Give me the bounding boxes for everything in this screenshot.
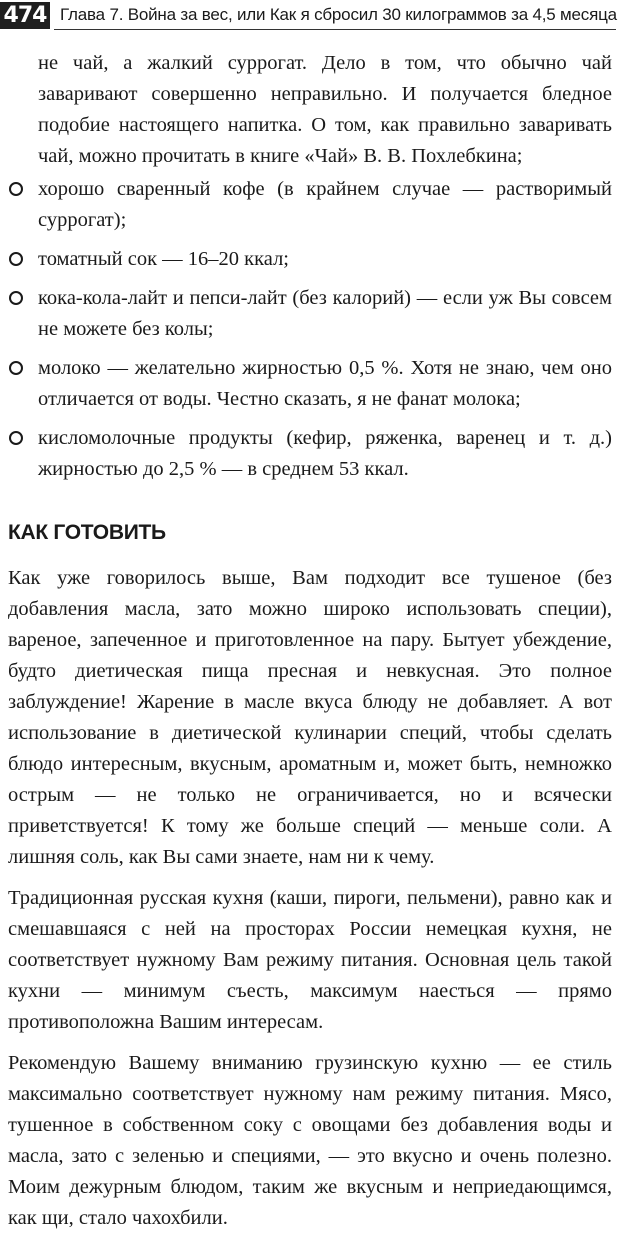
- list-item: [8, 353, 612, 415]
- list-item: [8, 244, 612, 275]
- list-item-text: молоко — желательно жирностью 0,5 %. Хотя не знаю, чем оно отличается от воды. Честно сказать, я не фанат молока;: [38, 357, 612, 410]
- list-item: [8, 423, 612, 485]
- page-number: 474: [0, 2, 50, 29]
- page-body: [8, 48, 612, 1244]
- bullet-circle-icon: [9, 431, 23, 445]
- list-item-text: томатный сок — 16–20 ккал;: [38, 248, 289, 270]
- body-paragraph: Традиционная русская кухня (каши, пироги, пельмени), равно как и смешавшаяся с ней на просторах России немецкая кухня, не соответствует нужному Вам режиму питания. Основная цель такой кухни — минимум съесть, максимум наесться — прямо противоположна Вашим интересам.: [8, 887, 612, 1033]
- list-item: [8, 283, 612, 345]
- body-paragraph: Рекомендую Вашему вниманию грузинскую кухню — ее стиль максимально соответствует нужному нам режиму питания. Мясо, тушенное в собственном соку с овощами без добавления воды и масла, зато с зеленью и специями, — это вкусно и очень полезно. Моим дежурным блюдом, таким же вкусным и неприедающимся, как щи, стало чахохбили.: [8, 1052, 612, 1229]
- list-item-text: хорошо сваренный кофе (в крайнем случае — растворимый суррогат);: [38, 178, 612, 231]
- drinks-list: [8, 174, 612, 485]
- list-item-text: кисломолочные продукты (кефир, ряженка, варенец и т. д.) жирностью до 2,5 % — в среднем 53 ккал.: [38, 427, 612, 480]
- body-paragraph: Как уже говорилось выше, Вам подходит все тушеное (без добавления масла, зато можно широко использовать специи), вареное, запеченное и приготовленное на пару. Бытует убеждение, будто диетическая пища пресная и невкусная. Это полное заблуждение! Жарение в масле вкуса блюду не добавляет. А вот использование в диетической кулинарии специй, чтобы сделать блюдо интересным, вкусным, ароматным и, может быть, немножко острым — не только не ограничивается, но и всячески приветствуется! К тому же больше специй — меньше соли. А лишняя соль, как Вы сами знаете, нам ни к чему.: [8, 567, 612, 868]
- page-header: [0, 0, 620, 36]
- bullet-circle-icon: [9, 291, 23, 305]
- running-head: Глава 7. Война за вес, или Как я сбросил 30 килограммов за 4,5 месяца: [60, 5, 617, 24]
- bullet-circle-icon: [9, 252, 23, 266]
- header-rule: [54, 29, 616, 30]
- section-heading: КАК ГОТОВИТЬ: [8, 521, 166, 544]
- bullet-circle-icon: [9, 182, 23, 196]
- list-item: [8, 174, 612, 236]
- continued-paragraph: не чай, а жалкий суррогат. Дело в том, что обычно чай заваривают совершенно неправильно. И получается бледное подобие настоящего напитка. О том, как правильно заваривать чай, можно прочитать в книге «Чай» В. В. Похлебкина;: [38, 52, 612, 167]
- list-item-text: кока-кола-лайт и пепси-лайт (без калорий) — если уж Вы совсем не можете без колы;: [38, 287, 612, 340]
- bullet-circle-icon: [9, 361, 23, 375]
